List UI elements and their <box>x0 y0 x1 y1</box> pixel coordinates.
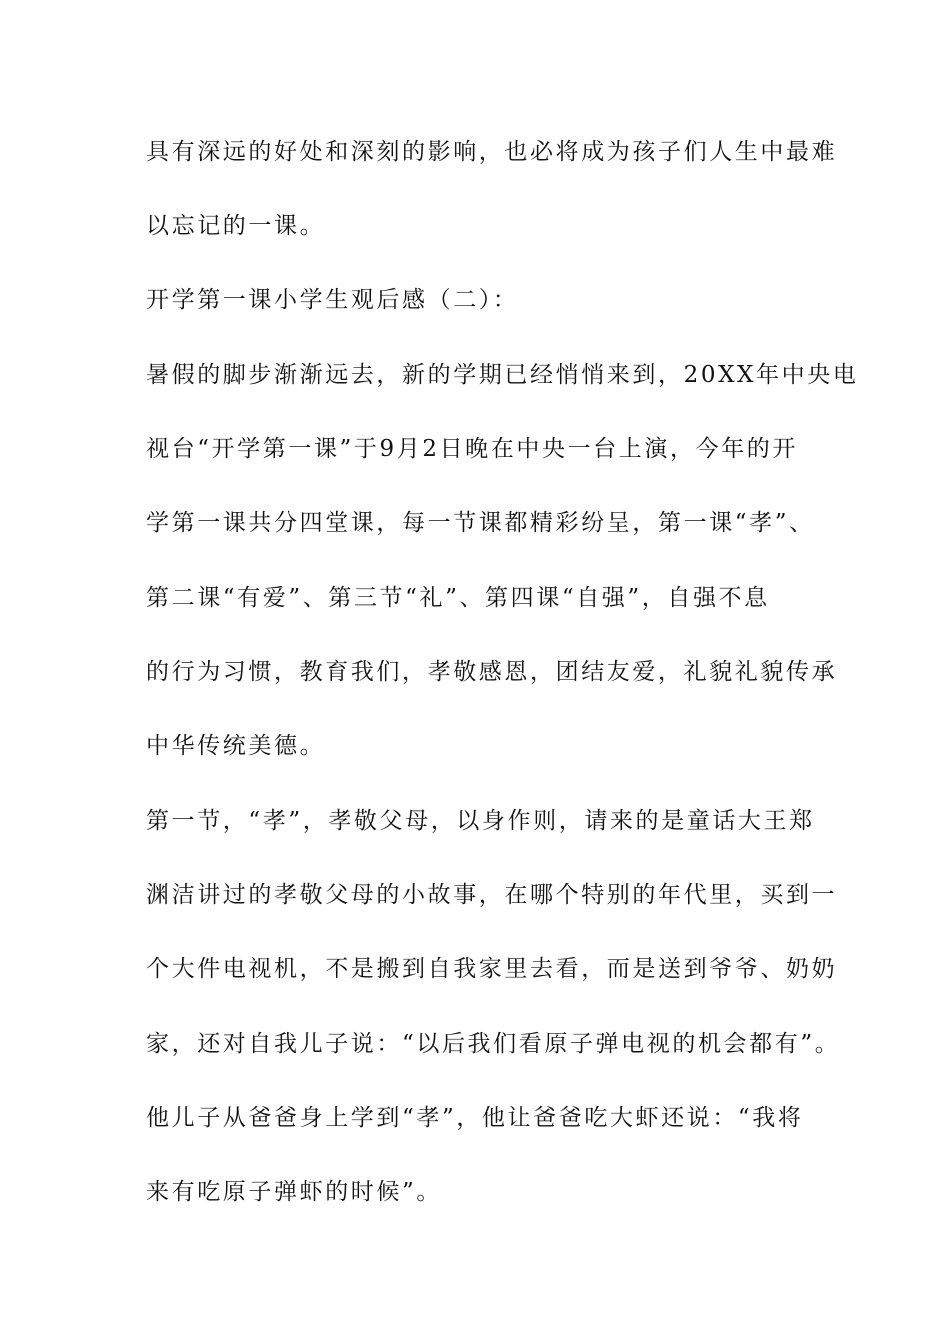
text-line: 个大件电视机，不是搬到自我家里去看，而是送到爷爷、奶奶 <box>146 956 838 982</box>
text-line: 第二课“有爱”、第三节“礼”、第四课“自强”，自强不息 <box>146 585 770 611</box>
text-line: 视台“开学第一课”于9月2日晚在中央一台上演，今年的开 <box>146 436 798 462</box>
text-line: 来有吃原子弹虾的时候”。 <box>146 1179 442 1205</box>
text-line: 家，还对自我儿子说：“以后我们看原子弹电视的机会都有”。 <box>146 1031 841 1057</box>
text-line: 的行为习惯，教育我们，孝敬感恩，团结友爱，礼貌礼貌传承 <box>146 659 838 685</box>
text-line: 他儿子从爸爸身上学到“孝”，他让爸爸吃大虾还说：“我将 <box>146 1105 804 1131</box>
text-line: 以忘记的一课。 <box>146 213 326 239</box>
text-line: 第一节，“孝”，孝敬父母，以身作则，请来的是童话大王郑 <box>146 808 815 834</box>
text-line: 渊洁讲过的孝敬父母的小故事，在哪个特别的年代里，买到一 <box>146 882 838 908</box>
text-line: 暑假的脚步渐渐远去，新的学期已经悄悄来到，20XX年中央电 <box>146 362 859 388</box>
text-line: 学第一课共分四堂课，每一节课都精彩纷呈，第一课“孝”、 <box>146 510 815 536</box>
section-heading: 开学第一课小学生观后感（二）： <box>146 287 519 313</box>
text-line: 中华传统美德。 <box>146 733 326 759</box>
text-line: 具有深远的好处和深刻的影响，也必将成为孩子们人生中最难 <box>146 139 838 165</box>
